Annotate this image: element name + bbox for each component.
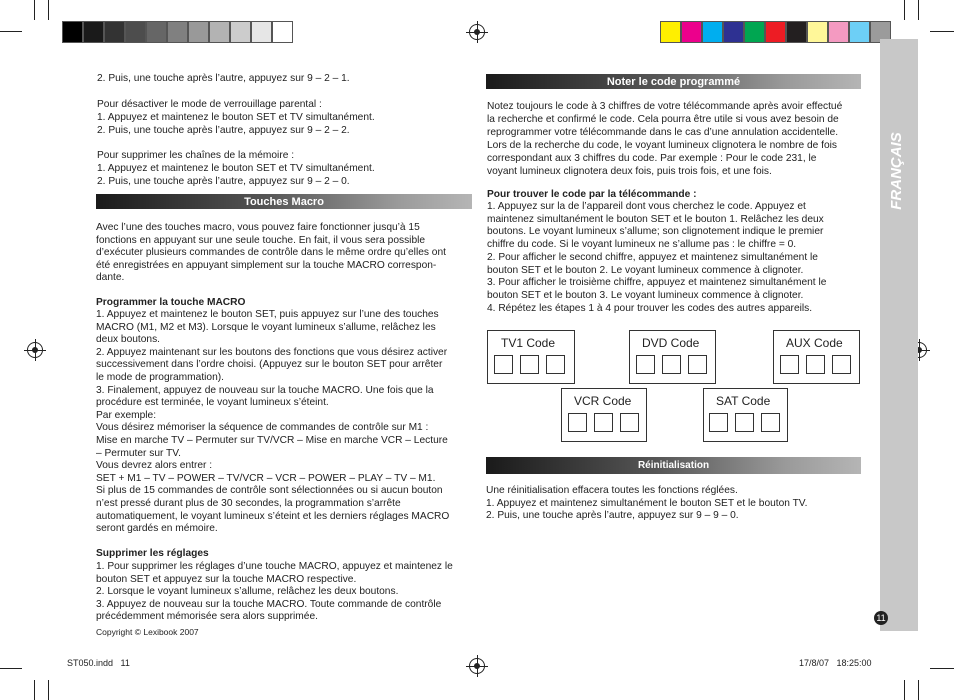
code-note-text <box>487 101 867 178</box>
text-line: boutons. Le voyant lumineux s’allume; son clignotement indique le premier <box>487 226 824 238</box>
registration-mark-icon <box>469 658 485 674</box>
text-line: – Permuter sur TV. <box>96 447 181 459</box>
text-line: dante. <box>96 272 125 284</box>
text-line: SET + M1 – TV – POWER – TV/VCR – VCR – POWER – PLAY – TV – M1. <box>96 472 436 484</box>
text-line: Vous désirez mémoriser la séquence de commandes de contrôle sur M1 : <box>96 422 429 434</box>
color-swatch <box>702 21 723 43</box>
text-line: 3. Appuyez de nouveau sur la touche MACRO. Toute commande de contrôle <box>96 598 442 610</box>
gray-swatch <box>209 21 230 43</box>
tv1-code-label: TV1 Code <box>501 336 556 350</box>
text-line: Avec l’une des touches macro, vous pouvez faire fonctionner jusqu’à 15 <box>96 222 420 233</box>
text-line: 2. Pour afficher le second chiffre, appuyez et maintenez simultanément le <box>487 251 818 263</box>
code-digit-cell <box>520 355 539 374</box>
delete-settings-title: Supprimer les réglages <box>96 548 209 559</box>
text-line: précédemment mémorisée sera alors supprimée. <box>96 611 318 623</box>
footer-file-name: ST050.indd 11 <box>67 658 130 668</box>
text-line: Lors de la recherche du code, le voyant lumineux clignotera le nombre de fois <box>487 139 837 151</box>
text-line: 2. Appuyez maintenant sur les boutons des fonctions que vous désirez activer <box>96 346 448 358</box>
text-line: 1. Appuyez et maintenez le bouton SET et TV simultanément. <box>97 163 375 175</box>
registration-mark-icon <box>27 342 43 358</box>
dvd-code-label: DVD Code <box>642 336 700 350</box>
text-line: fonctions en appuyant sur une seule touche. En fait, il vous sera possible <box>96 234 426 246</box>
gray-swatch <box>272 21 293 43</box>
language-label: FRANÇAIS <box>888 132 905 210</box>
crop-mark <box>34 680 35 700</box>
text-line: 1. Appuyez et maintenez le bouton SET, puis appuyez sur l’une des touches <box>96 309 439 320</box>
macro-intro-text <box>96 222 474 285</box>
dvd-code-box <box>629 330 716 384</box>
text-line: Mise en marche TV – Permuter sur TV/VCR – Mise en marche VCR – Lecture <box>96 435 448 446</box>
text-line: le mode de programmation). <box>96 372 224 383</box>
program-macro-text <box>96 309 474 536</box>
section-header-noter-code: Noter le code programmé <box>486 74 861 89</box>
color-swatch <box>744 21 765 43</box>
reset-text <box>486 485 866 523</box>
find-code-title: Pour trouver le code par la télécommande : <box>487 189 697 200</box>
copyright: Copyright © Lexibook 2007 <box>96 627 199 637</box>
crop-mark <box>904 680 905 700</box>
crop-mark <box>34 0 35 20</box>
section-header-reinitialisation: Réinitialisation <box>486 457 861 474</box>
sat-code-label: SAT Code <box>716 394 771 408</box>
text-line: Par exemple: <box>96 409 157 421</box>
code-digit-cell <box>636 355 655 374</box>
text-line: Si plus de 15 commandes de contrôle sont sélectionnées ou si aucun bouton <box>96 485 443 497</box>
page-number: 11 <box>874 611 888 625</box>
code-digit-cell <box>761 413 780 432</box>
gray-swatch <box>104 21 125 43</box>
code-digit-cell <box>806 355 825 374</box>
text-line: correspondant aux 3 chiffres du code. Par exemple : Pour le code 231, le <box>487 152 817 164</box>
text-line: Notez toujours le code à 3 chiffres de votre télécommande après avoir effectué <box>487 101 843 112</box>
section-header-touches-macro: Touches Macro <box>96 194 472 209</box>
text-line: Vous devrez alors entrer : <box>96 460 213 472</box>
gray-swatch <box>125 21 146 43</box>
footer-timestamp: 17/8/07 18:25:00 <box>799 658 872 668</box>
gray-swatch <box>230 21 251 43</box>
text-line: voyant lumineux clignotera deux fois, puis trois fois, et une fois. <box>487 165 772 177</box>
text-line: 2. Puis, une touche après l’autre, appuyez sur 9 – 9 – 0. <box>486 510 739 522</box>
gray-swatch <box>167 21 188 43</box>
color-swatch <box>660 21 681 43</box>
crop-mark <box>918 680 919 700</box>
aux-code-box <box>773 330 860 384</box>
text-line: Une réinitialisation effacera toutes les fonctions réglées. <box>486 485 738 496</box>
delete-settings-text <box>96 561 474 624</box>
text-line: 4. Répétez les étapes 1 à 4 pour trouver les codes des autres appareils. <box>487 302 813 314</box>
text-line: 1. Appuyez et maintenez le bouton SET et TV simultanément. <box>97 111 375 123</box>
text-line: 2. Puis, une touche après l’autre, appuyez sur 9 – 2 – 2. <box>97 124 350 136</box>
text-line: Pour désactiver le mode de verrouillage parental : <box>97 98 322 110</box>
code-digit-cell <box>832 355 851 374</box>
text-line: Pour supprimer les chaînes de la mémoire : <box>97 150 295 162</box>
code-digit-cell <box>688 355 707 374</box>
text-line: n’est pressé durant plus de 30 secondes, la programmation s’arrête <box>96 498 401 509</box>
crop-mark <box>0 668 22 669</box>
text-line: successivement dans l’ordre choisi. (Appuyez sur le bouton SET pour arrêter <box>96 359 443 371</box>
color-swatch <box>681 21 702 43</box>
code-digit-cell <box>620 413 639 432</box>
text-line: 3. Pour afficher le troisième chiffre, appuyez et maintenez simultanément le <box>487 277 827 289</box>
text-line: 3. Finalement, appuyez de nouveau sur la touche MACRO. Une fois que la <box>96 384 434 396</box>
text-line: chiffre du code. Si le voyant lumineux ne s’allume pas : le chiffre = 0. <box>487 239 797 251</box>
gray-swatch <box>146 21 167 43</box>
crop-mark <box>930 31 954 32</box>
code-digit-cell <box>780 355 799 374</box>
parental-lock-instructions <box>97 73 475 189</box>
text-line: MACRO (M1, M2 et M3). Lorsque le voyant lumineux s’allume, relâchez les <box>96 321 436 333</box>
code-digit-cell <box>568 413 587 432</box>
tv1-code-box <box>487 330 575 384</box>
gray-swatch <box>188 21 209 43</box>
text-line: seront gardés en mémoire. <box>96 523 218 535</box>
find-code-text <box>487 201 867 315</box>
text-line: maintenez simultanément le bouton SET et le bouton 1. Relâchez les deux <box>487 213 824 225</box>
crop-mark <box>48 0 49 20</box>
text-line: bouton SET et appuyez sur la touche MACRO respective. <box>96 573 357 585</box>
code-digit-cell <box>709 413 728 432</box>
gray-swatch <box>83 21 104 43</box>
code-digit-cell <box>662 355 681 374</box>
code-digit-cell <box>546 355 565 374</box>
crop-mark <box>0 31 22 32</box>
crop-mark <box>930 668 954 669</box>
code-digit-cell <box>735 413 754 432</box>
program-macro-title: Programmer la touche MACRO <box>96 297 246 308</box>
color-swatch <box>723 21 744 43</box>
text-line: 1. Pour supprimer les réglages d’une touche MACRO, appuyez et maintenez le <box>96 561 453 572</box>
text-line: bouton SET et le bouton 2. Le voyant lumineux commence à clignoter. <box>487 264 804 276</box>
text-line: reprogrammer votre télécommande dans le cas d’une annulation accidentelle. <box>487 126 839 138</box>
color-swatch <box>786 21 807 43</box>
text-line: la recherche et confirmé le code. Cela pourra être utile si vous avez besoin de <box>487 113 839 125</box>
text-line: 2. Puis, une touche après l’autre, appuyez sur 9 – 2 – 1. <box>97 73 350 84</box>
text-line: procédure est terminée, le voyant lumineux s’éteint. <box>96 397 329 409</box>
crop-mark <box>918 0 919 20</box>
vcr-code-label: VCR Code <box>574 394 632 408</box>
code-digit-cell <box>594 413 613 432</box>
code-digit-cell <box>494 355 513 374</box>
color-swatch <box>807 21 828 43</box>
text-line: 2. Lorsque le voyant lumineux s’allume, relâchez les deux boutons. <box>96 586 399 598</box>
text-line: 2. Puis, une touche après l’autre, appuyez sur 9 – 2 – 0. <box>97 176 350 188</box>
color-swatch <box>828 21 849 43</box>
aux-code-label: AUX Code <box>786 336 843 350</box>
text-line: deux boutons. <box>96 334 161 346</box>
color-swatch <box>849 21 870 43</box>
gray-swatch <box>251 21 272 43</box>
text-line: automatiquement, le voyant lumineux s’éteint et les derniers réglages MACRO <box>96 510 450 522</box>
text-line: d’exécuter plusieurs commandes de contrôle dans le même ordre qu’elles ont <box>96 247 446 259</box>
vcr-code-box <box>561 388 647 442</box>
crop-mark <box>48 680 49 700</box>
text-line: 1. Appuyez sur la de l’appareil dont vous cherchez le code. Appuyez et <box>487 201 806 212</box>
text-line: 1. Appuyez et maintenez simultanément le bouton SET et le bouton TV. <box>486 497 808 509</box>
text-line: bouton SET et le bouton 3. Le voyant lumineux commence à clignoter. <box>487 289 804 301</box>
sat-code-box <box>703 388 788 442</box>
gray-swatch <box>62 21 83 43</box>
color-swatch <box>765 21 786 43</box>
registration-mark-icon <box>469 24 485 40</box>
text-line: été enregistrées en appuyant simplement sur la touche MACRO correspon- <box>96 259 437 271</box>
crop-mark <box>904 0 905 20</box>
